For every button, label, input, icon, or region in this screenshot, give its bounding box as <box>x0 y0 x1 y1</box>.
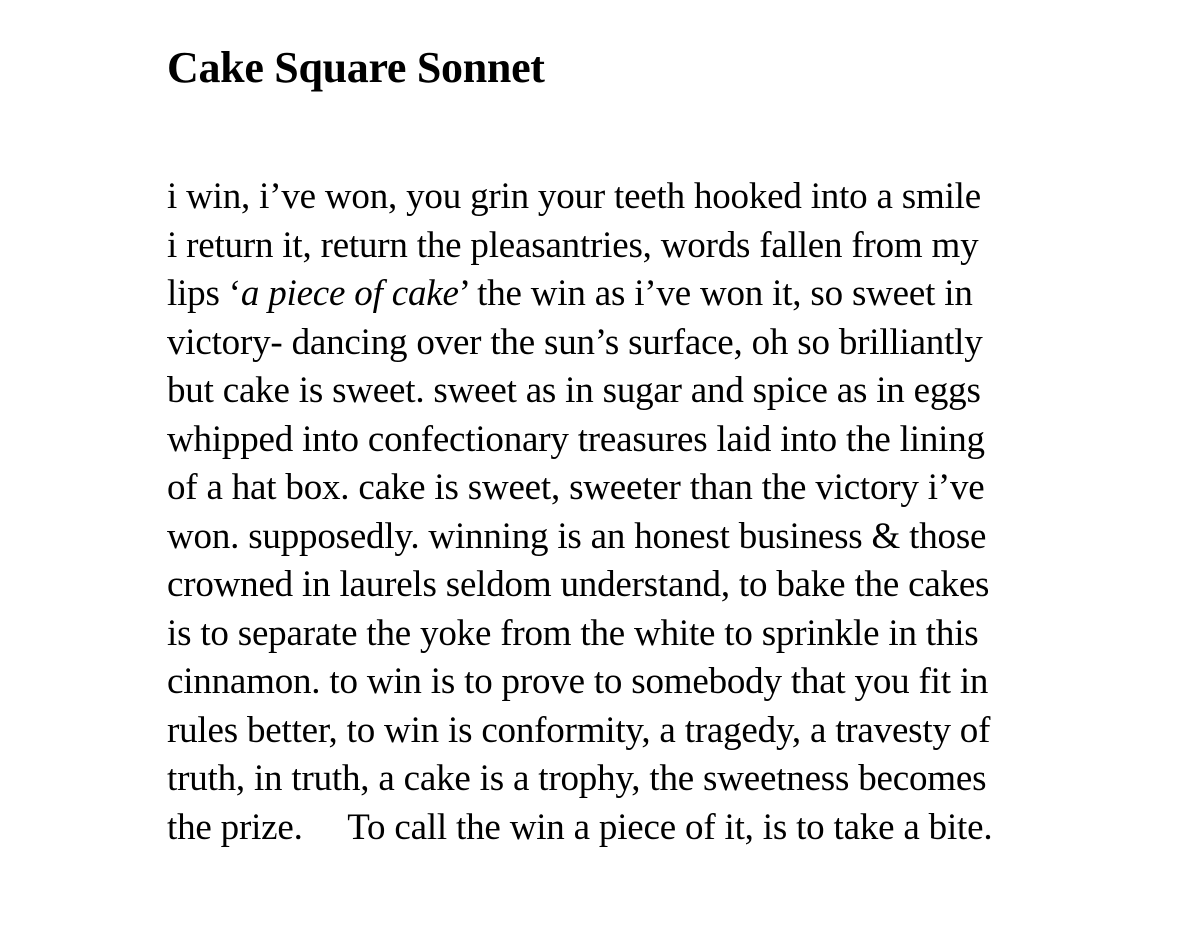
poem-line: of a hat box. cake is sweet, sweeter than the victory i’ve <box>167 467 985 508</box>
poem-line: but cake is sweet. sweet as in sugar and spice as in eggs <box>167 370 981 411</box>
poem-line-text: lips ‘ <box>167 273 241 314</box>
poem-line: i return it, return the pleasantries, words fallen from my <box>167 224 979 266</box>
poem-line: i win, i’ve won, you grin your teeth hooked into a smile <box>167 176 981 217</box>
italic-phrase: a piece of cake <box>240 273 459 314</box>
poem-line: whipped into confectionary treasures laid into the lining <box>167 418 985 460</box>
poem-line: is to separate the yoke from the white to sprinkle in this <box>167 612 979 654</box>
poem-line: cinnamon. to win is to prove to somebody that you fit in <box>167 661 989 702</box>
poem-title: Cake Square Sonnet <box>167 43 545 92</box>
poem-line: crowned in laurels seldom understand, to bake the cakes <box>167 564 990 605</box>
poem-line: the prize. To call the win a piece of it, is to take a bite. <box>167 806 993 848</box>
poem-line <box>167 270 1167 319</box>
poem-line: rules better, to win is conformity, a tragedy, a travesty of <box>167 709 991 751</box>
poem-line-text: ’ the win as i’ve won it, so sweet in <box>458 273 973 314</box>
poem-line: truth, in truth, a cake is a trophy, the sweetness becomes <box>167 758 987 799</box>
poem-line: won. supposedly. winning is an honest business & those <box>167 515 987 557</box>
poem-line: victory- dancing over the sun’s surface, oh so brilliantly <box>167 321 983 363</box>
poem-body <box>167 173 1167 852</box>
